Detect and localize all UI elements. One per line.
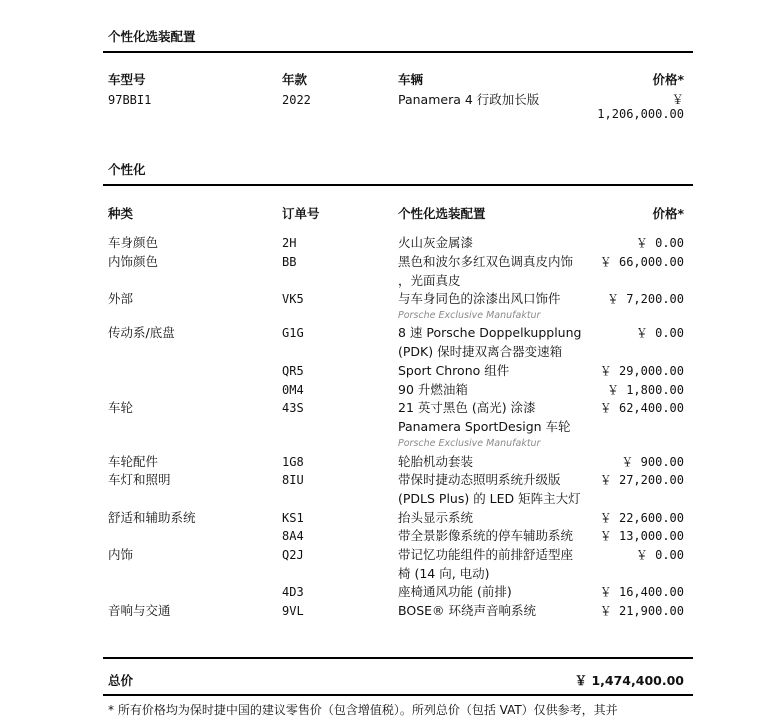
row-note: Porsche Exclusive Manufaktur (398, 310, 541, 321)
row-description-line2: Panamera SportDesign 车轮 (398, 419, 571, 434)
row-description: 90 升燃油箱 (398, 382, 468, 397)
header-price: 价格* (652, 72, 684, 87)
row-code: 8A4 (282, 529, 304, 543)
row-price: ￥ 13,000.00 (599, 529, 684, 543)
row-description: 带保时捷动态照明系统升级版 (398, 472, 561, 487)
row-category: 车轮配件 (108, 454, 159, 469)
row-price: ￥ 1,800.00 (606, 383, 684, 397)
row-code: BB (282, 255, 297, 269)
vehicle-model-code: 97BBI1 (108, 93, 152, 107)
section-title-configuration: 个性化选装配置 (108, 29, 196, 44)
vehicle-price-value: 1,206,000.00 (597, 107, 684, 121)
header-category: 种类 (108, 206, 134, 221)
row-category: 传动系/底盘 (108, 325, 175, 340)
row-description-line2: 椅 (14 向, 电动) (398, 566, 490, 581)
header-model: 车型号 (108, 72, 146, 87)
row-category: 内饰颜色 (108, 254, 159, 269)
total-label: 总价 (108, 673, 134, 688)
row-code: 43S (282, 401, 304, 415)
row-description: 与车身同色的涂漆出风口饰件 (398, 291, 561, 306)
total-divider-bottom (103, 694, 693, 696)
row-price: ￥ 0.00 (635, 326, 684, 340)
row-description: 轮胎机动套装 (398, 454, 474, 469)
row-description: 座椅通风功能 (前排) (398, 584, 512, 599)
row-description: 8 速 Porsche Doppelkupplung (398, 325, 582, 340)
row-price: ￥ 0.00 (635, 236, 684, 250)
row-code: 9VL (282, 604, 304, 618)
row-description: 带记忆功能组件的前排舒适型座 (398, 547, 574, 562)
row-category: 车灯和照明 (108, 472, 171, 487)
row-price: ￥ 16,400.00 (599, 585, 684, 599)
row-description: 火山灰金属漆 (398, 235, 474, 250)
section-title-personalization: 个性化 (108, 162, 146, 177)
row-price: ￥ 900.00 (621, 455, 684, 469)
row-description: 21 英寸黑色 (高光) 涂漆 (398, 400, 536, 415)
header-vehicle: 车辆 (398, 72, 424, 87)
row-price: ￥ 7,200.00 (606, 292, 684, 306)
row-price: ￥ 27,200.00 (599, 473, 684, 487)
row-price: ￥ 66,000.00 (599, 255, 684, 269)
row-description: Sport Chrono 组件 (398, 363, 510, 378)
row-description-line2: (PDLS Plus) 的 LED 矩阵主大灯 (398, 491, 581, 506)
row-price: ￥ 22,600.00 (599, 511, 684, 525)
divider (103, 51, 693, 53)
row-code: Q2J (282, 548, 304, 562)
row-price: ￥ 29,000.00 (599, 364, 684, 378)
row-description: 抬头显示系统 (398, 510, 474, 525)
vehicle-price-symbol: ￥ (671, 92, 684, 107)
row-category: 车身颜色 (108, 235, 159, 250)
header-year: 年款 (282, 72, 308, 87)
row-category: 车轮 (108, 400, 134, 415)
row-description: 带全景影像系统的停车辅助系统 (398, 528, 574, 543)
row-category: 音响与交通 (108, 603, 171, 618)
row-code: 2H (282, 236, 297, 250)
row-code: 1G8 (282, 455, 304, 469)
total-price: ￥ 1,474,400.00 (574, 673, 684, 688)
row-code: 4D3 (282, 585, 304, 599)
row-category: 外部 (108, 291, 134, 306)
row-code: KS1 (282, 511, 304, 525)
row-category: 内饰 (108, 547, 134, 562)
total-divider-top (103, 657, 693, 659)
header-price: 价格* (652, 206, 684, 221)
row-category: 舒适和辅助系统 (108, 510, 196, 525)
row-note: Porsche Exclusive Manufaktur (398, 438, 541, 449)
header-option: 个性化选装配置 (398, 206, 486, 221)
vehicle-year: 2022 (282, 93, 311, 107)
row-code: QR5 (282, 364, 304, 378)
divider (103, 184, 693, 186)
row-description: BOSE® 环绕声音响系统 (398, 603, 537, 618)
row-code: 8IU (282, 473, 304, 487)
row-code: VK5 (282, 292, 304, 306)
row-description: 黑色和波尔多红双色调真皮内饰 (398, 254, 574, 269)
row-price: ￥ 62,400.00 (599, 401, 684, 415)
row-code: 0M4 (282, 383, 304, 397)
vehicle-name: Panamera 4 行政加长版 (398, 92, 540, 107)
row-price: ￥ 21,900.00 (599, 604, 684, 618)
row-description-line2: (PDK) 保时捷双离合器变速箱 (398, 344, 563, 359)
header-order-code: 订单号 (282, 206, 320, 221)
row-description-line2: ，光面真皮 (398, 273, 461, 288)
footnote: * 所有价格均为保时捷中国的建议零售价（包含增值税）。所列总价（包括 VAT）仅供参考，其并 (108, 703, 618, 717)
row-price: ￥ 0.00 (635, 548, 684, 562)
row-code: G1G (282, 326, 304, 340)
